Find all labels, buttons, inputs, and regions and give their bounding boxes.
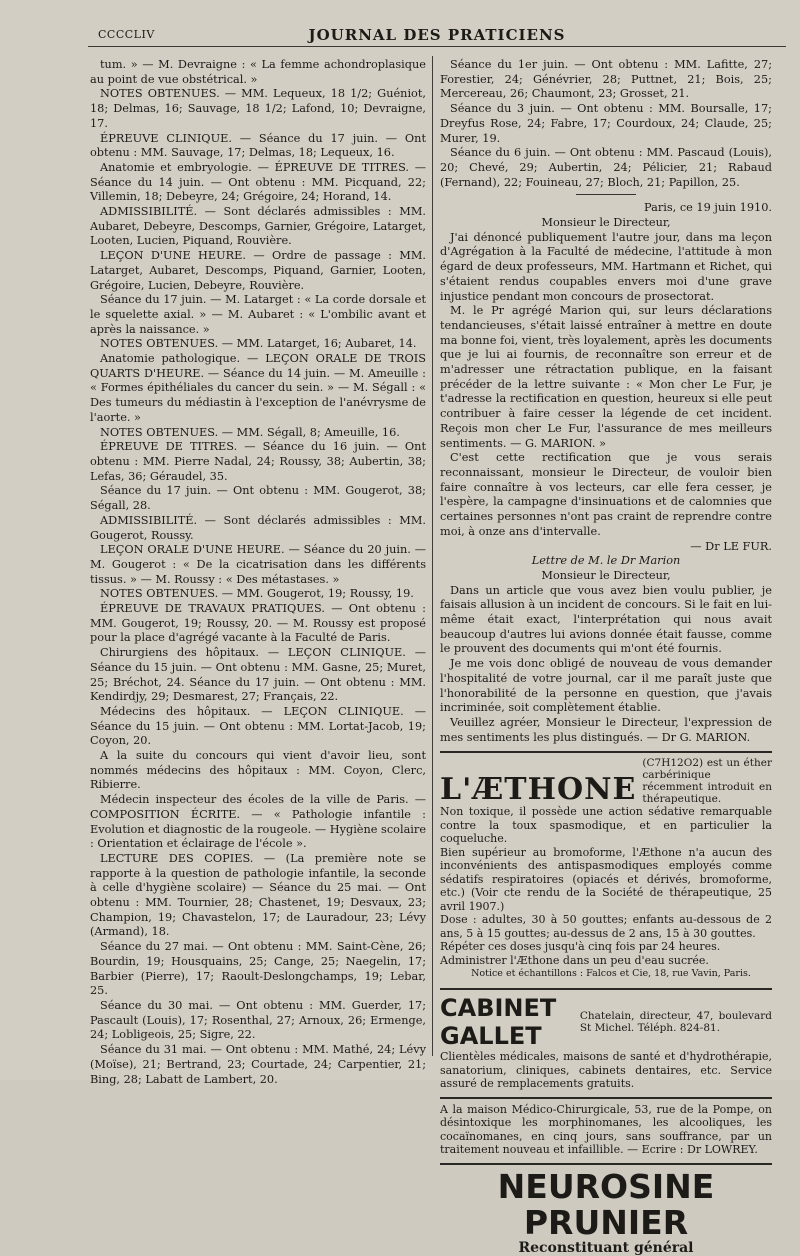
- right-top-paragraphs: [440, 58, 772, 190]
- aethone-title: L'ÆTHONE: [440, 772, 637, 808]
- paragraph: NOTES OBTENUES. — MM. Latarget, 16; Aubaret, 14.: [100, 337, 417, 351]
- column-divider: [432, 56, 433, 1056]
- gallet-address: Chatelain, directeur, 47, boulevard St Michel. Téléph. 824-81.: [579, 1010, 772, 1035]
- paragraph: Séance du 30 mai. — Ont obtenu : MM. Guerder, 17; Pascault (Louis), 17; Rosenthal, 27; Arnoux, 26; Ermenge, 24; Lobligeois, 25; Sigre, 22.: [90, 999, 426, 1042]
- gallet-header: [440, 994, 772, 1050]
- aethone-header: [440, 757, 772, 808]
- paragraph: Médecins des hôpitaux. — LEÇON CLINIQUE. — Séance du 15 juin. — Ont obtenu : MM. Lortat-Jacob, 19; Coyon, 20.: [90, 704, 426, 748]
- letter2-salutation: Monsieur le Directeur,: [541, 568, 671, 582]
- paragraph: Séance du 17 juin. — M. Latarget : « La corde dorsale et le squelette axial. » — M. Aubaret : « L'ombilic avant et après la naissance. »: [90, 293, 426, 336]
- neurosine-subtitle: Reconstituant général: [518, 1239, 694, 1256]
- maison-text: A la maison Médico-Chirurgicale, 53, rue de la Pompe, on désintoxique les morphinomanes, les alcooliques, les cocaïnomanes, en cinq jours, sans souffrance, par un traitement nouveau et infaillible. — Ecrire : Dr LOWREY.: [440, 1102, 772, 1157]
- page-number: CCCCLIV: [98, 28, 155, 41]
- letter-paragraph: Je me vois donc obligé de nouveau de vous demander l'hospitalité de votre journal, car il me paraît juste que l'honorabilité de la personne en question, que j'avais incriminée, soit complètement établie.: [440, 657, 772, 715]
- aethone-line: Bien supérieur au bromoforme, l'Æthone n'a aucun des inconvénients des antispasmodiques employés comme sédatifs respiratoires (opiacés et dérivés, bromoforme, etc.) (Voir cte rendu de la Société de thérapeutique, 25 avril 1907.): [440, 845, 772, 913]
- letter-date: Paris, ce 19 juin 1910.: [644, 201, 772, 215]
- gallet-ad: [440, 988, 772, 1091]
- section-rule: [576, 194, 636, 195]
- gallet-body: Clientèles médicales, maisons de santé et d'hydrothérapie, sanatorium, cliniques, cabinets dentaires, etc. Service assuré de remplacements gratuits.: [440, 1050, 772, 1091]
- paragraph: LECTURE DES COPIES. — (La première note se rapporte à la question de pathologie infantile, la seconde à celle d'hygiène scolaire) — Séance du 25 mai. — Ont obtenu : MM. Tournier, 28; Chastenet, 19; Desvaux, 23; Champion, 19; Chavastelon, 17; de Lauradour, 23; Lévy (Armand), 18.: [90, 851, 426, 939]
- letter2-title: Lettre de M. le Dr Marion: [531, 554, 681, 568]
- paragraph: tum. » — M. Devraigne : « La femme achondroplasique au point de vue obstétrical. »: [90, 58, 426, 86]
- paragraph: A la suite du concours qui vient d'avoir lieu, sont nommés médecins des hôpitaux : MM. Coyon, Clerc, Ribierre.: [90, 749, 426, 792]
- paragraph: LEÇON D'UNE HEURE. — Ordre de passage : MM. Latarget, Aubaret, Descomps, Piquand, Garnier, Looten, Grégoire, Lucien, Debeyre, Rouvière.: [90, 249, 426, 292]
- aethone-line: Répéter ces doses jusqu'à cinq fois par 24 heures.: [440, 940, 721, 954]
- paragraph: Chirurgiens des hôpitaux. — LEÇON CLINIQUE. — Séance du 15 juin. — Ont obtenu : MM. Gasne, 25; Muret, 25; Bréchot, 24. Séance du 17 juin. — Ont obtenu : MM. Kendirdjy, 29; Desmarest, 27; Français, 22.: [90, 646, 426, 704]
- letter-signature: — Dr LE FUR.: [690, 539, 772, 553]
- page-header: [88, 26, 786, 47]
- letter-paragraph: Veuillez agréer, Monsieur le Directeur, l'expression de mes sentiments les plus distingués. — Dr G. MARION.: [440, 715, 772, 744]
- aethone-intro: (C7H12O2) est un éther carbérinique récemment introduit en thérapeutique.: [642, 757, 772, 806]
- neurosine-title: NEUROSINE PRUNIER: [497, 1166, 715, 1242]
- paragraph: ADMISSIBILITÉ. — Sont déclarés admissibles : MM. Aubaret, Debeyre, Descomps, Garnier, Grégoire, Latarget, Looten, Lucien, Piquand, Rouvière.: [90, 205, 426, 248]
- paragraph: Séance du 17 juin. — Ont obtenu : MM. Gougerot, 38; Ségall, 28.: [90, 484, 426, 513]
- aethone-ad: [440, 751, 772, 982]
- maison-ad: [440, 1097, 772, 1157]
- paragraph: NOTES OBTENUES. — MM. Gougerot, 19; Roussy, 19.: [100, 587, 414, 601]
- letter-paragraph: Dans un article que vous avez bien voulu publier, je faisais allusion à un incident de concours. Si le fait en lui-même était exact, l'interprétation qui nous avait beaucoup d'autres lui avions donnée était fausse, comme le prouvent des documents qui m'ont été fournis.: [440, 583, 772, 656]
- paragraph: Anatomie et embryologie. — ÉPREUVE DE TITRES. — Séance du 14 juin. — Ont obtenu : MM. Picquand, 22; Villemin, 18; Debeyre, 24; Grégoire, 24; Horand, 14.: [90, 160, 426, 204]
- paragraph: ÉPREUVE DE TITRES. — Séance du 16 juin. — Ont obtenu : MM. Pierre Nadal, 24; Roussy, 38; Aubertin, 38; Lefas, 36; Géraudel, 35.: [90, 440, 426, 483]
- letter2-body: [440, 584, 772, 746]
- paragraph: LEÇON ORALE D'UNE HEURE. — Séance du 20 juin. — M. Gougerot : « De la cicatrisation dans les différents tissus. » — M. Roussy : « Des métastases. »: [90, 543, 426, 586]
- right-column: [440, 58, 772, 1255]
- aethone-line: Administrer l'Æthone dans un peu d'eau sucrée.: [440, 953, 709, 967]
- gallet-title: CABINET GALLET: [440, 994, 557, 1051]
- paragraph: ÉPREUVE DE TRAVAUX PRATIQUES. — Ont obtenu : MM. Gougerot, 19; Roussy, 20. — M. Roussy est proposé pour la place d'agrégé vacante à la Faculté de Paris.: [90, 602, 426, 645]
- paragraph: Séance du 3 juin. — Ont obtenu : MM. Boursalle, 17; Dreyfus Rose, 24; Fabre, 17; Courdoux, 24; Claude, 25; Murer, 19.: [440, 102, 772, 145]
- paragraph: Médecin inspecteur des écoles de la ville de Paris. — COMPOSITION ÉCRITE. — « Pathologie infantile : Evolution et diagnostic de la rougeole. — Hygiène scolaire : Orientation et éclairage de l'école ».: [90, 793, 427, 851]
- letter-paragraph: M. le Pr agrégé Marion qui, sur leurs déclarations tendancieuses, s'était laissé entraîner à mettre en doute ma bonne foi, vient, très loyalement, après les documents que je lui ai fournis, de reconnaître son erreur et de m'adresser une rétractation publique, en la faisant précéder de la lettre suivante : « Mon cher Le Fur, je t'adresse la rectification en question, heureux si elle peut contribuer à faire cesser la légende de cet incident. Reçois mon cher Le Fur, l'assurance de mes meilleurs sentiments. — G. MARION. »: [440, 304, 772, 450]
- paragraph: NOTES OBTENUES. — MM. Ségall, 8; Ameuille, 16.: [100, 425, 400, 439]
- paragraph: ÉPREUVE CLINIQUE. — Séance du 17 juin. — Ont obtenu : MM. Sauvage, 17; Delmas, 18; Lequeux, 16.: [90, 131, 426, 160]
- aethone-footer: Notice et échantillons : Falcos et Cie, 18, rue Vavin, Paris.: [471, 968, 751, 980]
- paragraph: Anatomie pathologique. — LEÇON ORALE DE TROIS QUARTS D'HEURE. — Séance du 14 juin. — M. Ameuille : « Formes épithéliales du cancer du sein. » — M. Ségall : « Des tumeurs du médiastin à l'exception de l'anévrysme de l'aorte. »: [90, 352, 426, 424]
- letter-paragraph: C'est cette rectification que je vous serais reconnaissant, monsieur le Directeur, de vouloir bien faire connaître à vos lecteurs, car elle fera cesser, je l'espère, la campagne d'insinuations et de calomnies que certaines personnes n'ont pas craint de reprendre contre moi, à onze ans d'intervalle.: [440, 451, 772, 538]
- paragraph: ADMISSIBILITÉ. — Sont déclarés admissibles : MM. Gougerot, Roussy.: [90, 513, 426, 542]
- aethone-line: Non toxique, il possède une action sédative remarquable contre la toux spasmodique, et en particulier la coqueluche.: [440, 805, 772, 846]
- paragraph: Séance du 31 mai. — Ont obtenu : MM. Mathé, 24; Lévy (Moïse), 21; Bertrand, 23; Courtade, 24; Carpentier, 21; Bing, 28; Labatt de Lambert, 20.: [90, 1043, 426, 1086]
- aethone-body: [440, 805, 772, 967]
- letter-paragraph: J'ai dénoncé publiquement l'autre jour, dans ma leçon d'Agrégation à la Faculté de médecine, l'attitude à mon égard de deux professeurs, MM. Hartmann et Richet, qui s'étaient rendus coupables envers moi d'une grave injustice pendant mon concours de prosectorat.: [440, 230, 772, 303]
- aethone-line: Dose : adultes, 30 à 50 gouttes; enfants au-dessous de 2 ans, 5 à 15 gouttes; au-dessus de 2 ans, 15 à 30 gouttes.: [440, 913, 772, 940]
- letter-salutation: Monsieur le Directeur,: [541, 216, 671, 230]
- left-column: [90, 58, 426, 1087]
- letter-body: [440, 231, 772, 540]
- paragraph: NOTES OBTENUES. — MM. Lequeux, 18 1/2; Guéniot, 18; Delmas, 16; Sauvage, 18 1/2; Lafond, 10; Devraigne, 17.: [90, 87, 426, 130]
- paragraph: Séance du 6 juin. — Ont obtenu : MM. Pascaud (Louis), 20; Chevé, 29; Aubertin, 24; Pélicier, 21; Rabaud (Fernand), 22; Fouineau, 27; Bloch, 21; Papillon, 25.: [440, 146, 772, 189]
- paragraph: Séance du 27 mai. — Ont obtenu : MM. Saint-Cène, 26; Bourdin, 19; Housquains, 25; Cange, 25; Naegelin, 17; Barbier (Pierre), 17; Raoult-Deslongchamps, 19; Lebar, 25.: [90, 940, 426, 998]
- paragraph: Séance du 1er juin. — Ont obtenu : MM. Lafitte, 27; Forestier, 24; Génévrier, 28; Puttnet, 21; Bois, 25; Mercereau, 26; Chaumont, 23; Grosset, 21.: [440, 58, 772, 101]
- journal-title: JOURNAL DES PRATICIENS: [308, 26, 566, 44]
- neurosine-ad: [440, 1163, 772, 1256]
